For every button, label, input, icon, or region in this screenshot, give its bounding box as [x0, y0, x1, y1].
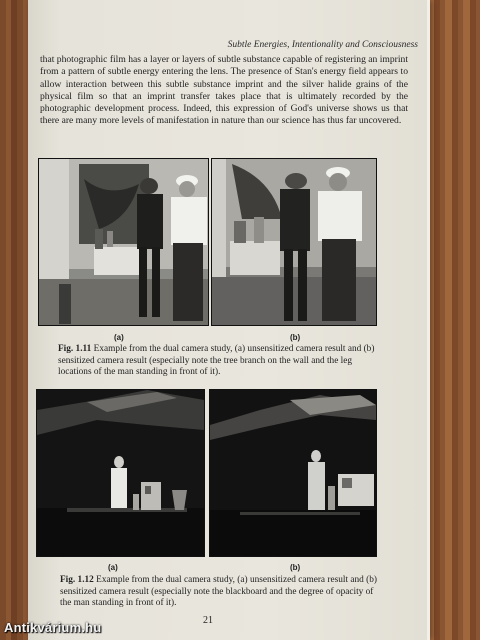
- figure-1-11-caption-text: Example from the dual camera study, (a) unsensitized camera result and (b) sensitized camera result (especially note the tree branch on the wall and the leg locations of the man standing in front of it).: [58, 344, 375, 377]
- figure-1-12a-photo: [36, 389, 205, 557]
- figure-1-11-caption: [58, 344, 378, 379]
- book-page: [28, 0, 430, 640]
- wood-background-right: [422, 0, 480, 640]
- watermark-text: Antikvárium.hu: [4, 620, 102, 635]
- figure-1-12-caption-text: Example from the dual camera study, (a) unsensitized camera result and (b) sensitized camera result (especially note the blackboard and the degree of opacity of the man standing in front of it).: [60, 575, 377, 608]
- running-head: Subtle Energies, Intentionality and Consciousness: [227, 40, 418, 50]
- figure-1-12b-photo: [209, 389, 377, 557]
- figure-1-12-caption: [60, 575, 380, 610]
- figure-1-11a-label: (a): [114, 333, 124, 342]
- figure-1-11a-photo: [38, 158, 209, 326]
- page-edge: [427, 0, 430, 640]
- page-number: 21: [203, 615, 213, 626]
- figure-1-12a-label: (a): [108, 563, 118, 572]
- figure-1-12b-label: (b): [290, 563, 301, 572]
- figure-1-11-number: Fig. 1.11: [58, 344, 92, 354]
- figure-1-11b-photo: [211, 158, 377, 326]
- figure-1-12-number: Fig. 1.12: [60, 575, 94, 585]
- body-paragraph: that photographic film has a layer or layers of subtle substance capable of registering an imprint from a pattern of subtle energy entering the lens. The presence of Stan's energy field appears to allow interaction between this subtle substance imprint and the silver halide grains of the physical film so that an imprint transfer takes place that is ultimately recorded by the photographic development process. Indeed, this expression of God's universe shows us that there are many more levels of manifestation in nature than our science has thus far uncovered.: [40, 54, 408, 127]
- figure-1-11b-label: (b): [290, 333, 301, 342]
